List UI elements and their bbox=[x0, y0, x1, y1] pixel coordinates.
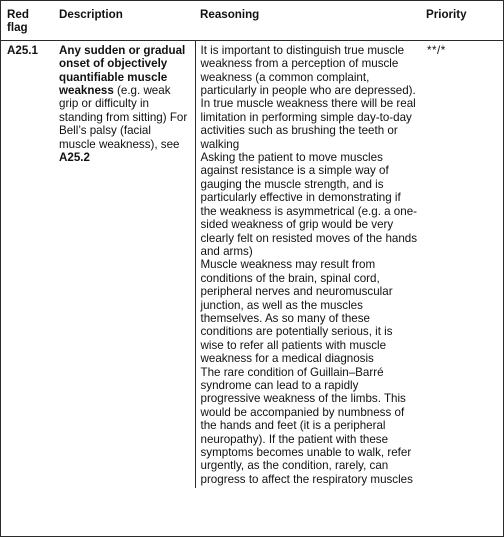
description-bold-text: Any sudden or gradual onset of objectively quantifiable muscle weakness bbox=[59, 43, 186, 98]
table-header bbox=[1, 1, 503, 40]
description-cross-reference: A25.2 bbox=[59, 151, 90, 165]
table-body bbox=[1, 40, 503, 488]
header-reasoning: Reasoning bbox=[195, 1, 421, 40]
table-row bbox=[1, 40, 503, 488]
reasoning-cell bbox=[195, 40, 421, 488]
red-flag-id: A25.1 bbox=[7, 43, 38, 57]
reasoning-paragraph-3: Muscle weakness may result from conditions of the brain, spinal cord, peripheral nerves and neuromuscular junction, as well as the muscles themselves. As so many of these conditions are potentially serious, it is wise to refer all patients with muscle weakness for a medical diagnosis bbox=[200, 258, 393, 366]
description-cell bbox=[54, 40, 195, 488]
header-priority: Priority bbox=[421, 1, 503, 40]
reasoning-paragraph-2: Asking the patient to move muscles against resistance is a simple way of gauging the muscle strength, and is particularly effective in demonstrating if the weakness is asymmetrical (e.g. a one-sided weakness of grip would be very clearly felt on resisted moves of the hands and arms) bbox=[200, 151, 418, 258]
reasoning-paragraph-1: It is important to distinguish true muscle weakness from a perception of muscle weakness (a common complaint, particularly in people who are depressed). In true muscle weakness there will be real limitation in performing simple day-to-day activities such as brushing the teeth or walking bbox=[200, 43, 416, 151]
header-row bbox=[1, 1, 503, 40]
reasoning-paragraph-4: The rare condition of Guillain–Barré syndrome can lead to a rapidly progressive weakness of the limbs. This would be accompanied by numbness of the hands and feet (it is a peripheral neuropathy). If the patient with these symptoms becomes unable to walk, refer urgently, as the condition, rarely, can progress to affect the respiratory muscles bbox=[200, 365, 413, 486]
priority-cell: **/* bbox=[427, 43, 446, 57]
red-flag-table bbox=[1, 1, 503, 488]
header-description: Description bbox=[54, 1, 195, 40]
header-red-flag: Red flag bbox=[1, 1, 54, 40]
description-body-text: (e.g. weak grip or difficulty in standing from sitting) For Bell’s palsy (facial muscle weakness), see bbox=[59, 84, 188, 151]
